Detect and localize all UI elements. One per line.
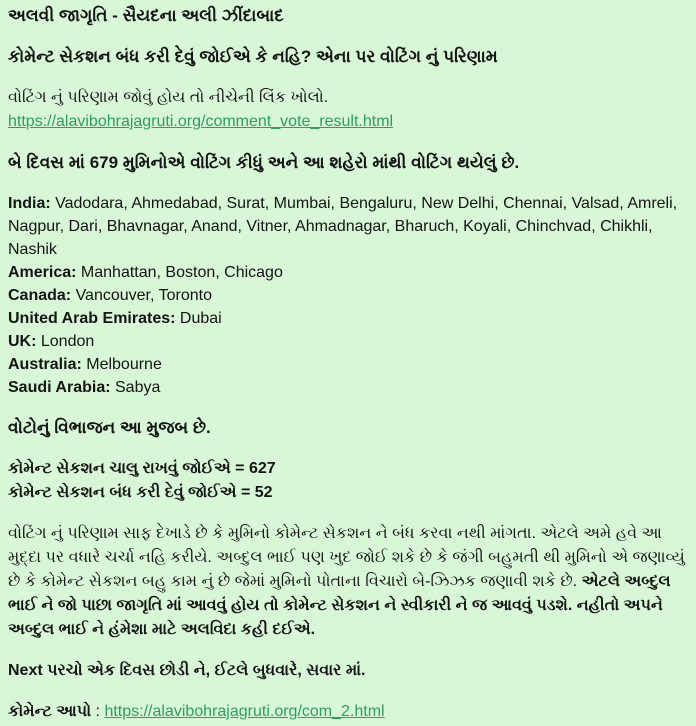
comment-link[interactable]: https://alavibohrajagruti.org/com_2.html [104, 703, 385, 720]
city-row-uae [8, 307, 688, 330]
country-label: Canada: [8, 287, 72, 304]
city-names: Dubai [175, 310, 222, 327]
country-label: America: [8, 264, 77, 281]
vote-summary: બે દિવસ માં 679 મુમિનોએ વોટિંગ કીધું અને આ શહેરો માંથી વોટિંગ થયેલું છે. [8, 153, 520, 172]
intro-text: વોટિંગ નું પરિણામ જોવું હોય તો નીચેની લિંક ખોલો. [8, 89, 329, 106]
city-row-uk [8, 330, 688, 353]
page-title: અલવી જાગૃતિ - સૈયદના અલી ઝીંદાબાદ [8, 6, 284, 25]
result-keep-open: કોમેન્ટ સેકશન ચાલુ રાખવું જોઈએ = 627 [8, 460, 276, 477]
analysis-bold-text: એટલે અબ્દુલ ભાઈ ને જો પાછા જાગૃતિ માં આવવું હોય તો કોમેન્ટ સેકશન ને સ્વીકારી ને જ આવવું પડશે. નહીતો અપને અબ્દુલ ભાઈ ને હંમેશા માટે અલવિદા કહી દઈએ. [8, 573, 671, 638]
comment-line [8, 700, 688, 724]
vote-results [8, 457, 688, 505]
country-label: UK: [8, 333, 37, 350]
city-row-australia [8, 353, 688, 376]
city-row-america [8, 261, 688, 284]
city-names: London [36, 333, 95, 350]
city-names: Sabya [110, 379, 161, 396]
country-label: United Arab Emirates: [8, 310, 176, 327]
city-list [8, 192, 688, 399]
city-names: Manhattan, Boston, Chicago [76, 264, 283, 281]
vote-split-heading: વોટોનું વિભાજન આ મુજબ છે. [8, 418, 211, 437]
analysis-regular-text: વોટિંગ નું પરિણામ સાફ દેખાડે છે કે મુમિનો કોમેન્ટ સેકશન ને બંધ કરવા નથી માંગતા. એટલે અમે હવે આ મુદ્દા પર વધારે ચર્ચા નહિ કરીયે. અબ્દુલ ભાઈ પણ ખુદ જોઈ શકે છે કે જંગી બહુમતી થી મુમિનો એ જણાવ્યું છે કે કોમેન્ટ સેકશન બહુ કામ નું છે જેમાં મુમિનો પોતાના વિચારો બે-ઝિઝક જણાવી શકે છે. [8, 525, 685, 590]
country-label: Saudi Arabia: [8, 379, 111, 396]
city-names: Melbourne [81, 356, 162, 373]
city-row-india [8, 192, 688, 261]
country-label: Australia: [8, 356, 82, 373]
country-label: India: [8, 195, 51, 212]
city-row-canada [8, 284, 688, 307]
comment-label: કોમેન્ટ આપો [8, 703, 92, 720]
vote-question-heading: કોમેન્ટ સેકશન બંધ કરી દેવું જોઈએ કે નહિ? એના પર વોટિંગ નું પરિણામ [8, 47, 498, 66]
city-names: Vancouver, Toronto [71, 287, 212, 304]
vote-result-link[interactable]: https://alavibohrajagruti.org/comment_vote_result.html [8, 113, 394, 130]
city-names: Vadodara, Ahmedabad, Surat, Mumbai, Bengaluru, New Delhi, Chennai, Valsad, Amreli, Nagpur, Dari, Bhavnagar, Anand, Vitner, Ahmadnagar, Bharuch, Koyali, Chinchvad, Chikhli, Nashik [8, 195, 678, 258]
comment-separator: : [91, 703, 105, 720]
analysis-paragraph [8, 522, 688, 642]
result-close: કોમેન્ટ સેકશન બંધ કરી દેવું જોઈએ = 52 [8, 484, 273, 501]
city-row-saudi-arabia [8, 376, 688, 399]
next-session-note: Next પરચો એક દિવસ છોડી ને, ઈટલે બુધવારે, સવાર માં. [8, 662, 366, 679]
intro-paragraph [8, 86, 688, 134]
